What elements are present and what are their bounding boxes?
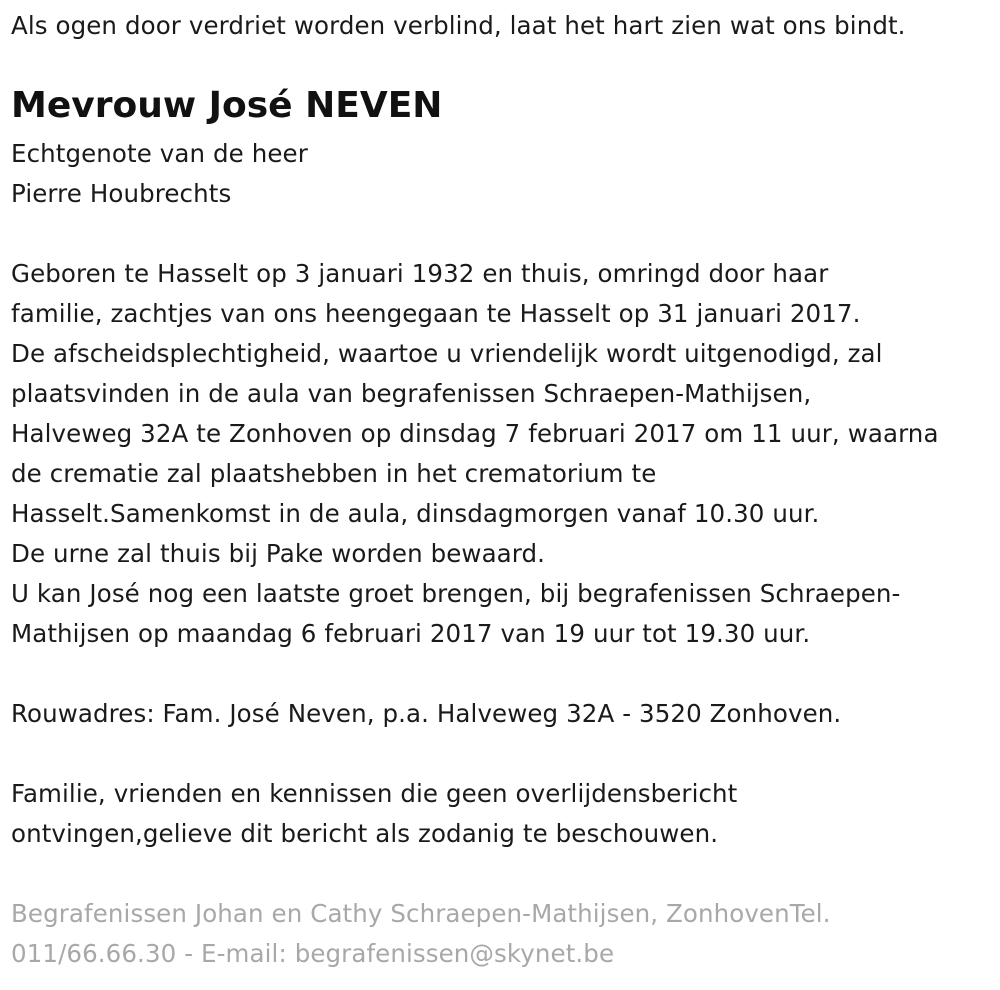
family-note-line: Familie, vrienden en kennissen die geen overlijdensbericht bbox=[11, 779, 738, 808]
body-line: U kan José nog een laatste groet brengen, bij begrafenissen Schraepen- bbox=[11, 579, 901, 608]
spouse-line: Echtgenote van de heer bbox=[11, 139, 308, 168]
body-line: De urne zal thuis bij Pake worden bewaard. bbox=[11, 539, 546, 568]
body-line: Geboren te Hasselt op 3 januari 1932 en thuis, omringd door haar bbox=[11, 259, 829, 288]
funeral-home-footer bbox=[11, 894, 831, 974]
family-note-line: ontvingen,gelieve dit bericht als zodanig te beschouwen. bbox=[11, 819, 719, 848]
body-line: familie, zachtjes van ons heengegaan te Hasselt op 31 januari 2017. bbox=[11, 299, 861, 328]
body-line: de crematie zal plaatshebben in het crematorium te bbox=[11, 459, 657, 488]
mourning-address: Rouwadres: Fam. José Neven, p.a. Halveweg 32A - 3520 Zonhoven. bbox=[11, 699, 842, 728]
spouse-block bbox=[11, 134, 308, 214]
body-line: De afscheidsplechtigheid, waartoe u vriendelijk wordt uitgenodigd, zal bbox=[11, 339, 883, 368]
deceased-name-heading: Mevrouw José NEVEN bbox=[11, 85, 443, 126]
body-line: Mathijsen op maandag 6 februari 2017 van 19 uur tot 19.30 uur. bbox=[11, 619, 811, 648]
motto-text: Als ogen door verdriet worden verblind, laat het hart zien wat ons bindt. bbox=[11, 11, 906, 40]
mourning-address-block bbox=[11, 694, 841, 734]
family-note-block bbox=[11, 774, 737, 854]
body-line: Halveweg 32A te Zonhoven op dinsdag 7 februari 2017 om 11 uur, waarna bbox=[11, 419, 939, 448]
body-line: Hasselt.Samenkomst in de aula, dinsdagmorgen vanaf 10.30 uur. bbox=[11, 499, 820, 528]
spouse-line: Pierre Houbrechts bbox=[11, 179, 232, 208]
announcement-body bbox=[11, 254, 939, 654]
footer-line: 011/66.66.30 - E-mail: begrafenissen@skynet.be bbox=[11, 939, 615, 968]
body-line: plaatsvinden in de aula van begrafenissen Schraepen-Mathijsen, bbox=[11, 379, 812, 408]
footer-line: Begrafenissen Johan en Cathy Schraepen-Mathijsen, ZonhovenTel. bbox=[11, 899, 831, 928]
